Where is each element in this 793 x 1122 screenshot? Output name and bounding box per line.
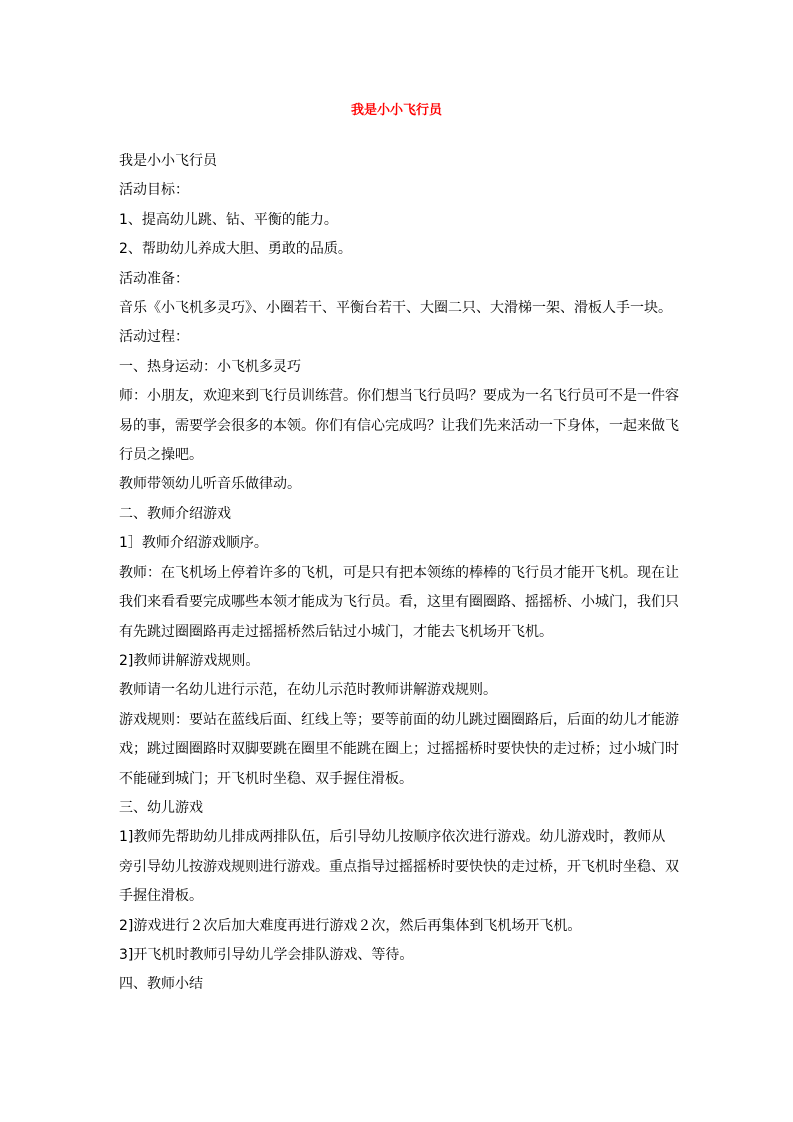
paragraph: 二、教师介绍游戏 bbox=[119, 505, 231, 522]
paragraph: 音乐《小飞机多灵巧》、小圈若干、平衡台若干、大圈二只、大滑梯一架、滑板人手一块。 bbox=[119, 300, 672, 317]
paragraph: 游戏规则：要站在蓝线后面、红线上等；要等前面的幼儿跳过圈圈路后，后面的幼儿才能游戏；跳过圈圈路时双脚要跳在圈里不能跳在圈上；过摇摇桥时要快快的走过桥；过小城门时不能碰到城门；开飞机时坐稳、双手握住滑板。 bbox=[119, 711, 679, 787]
document-title: 我是小小飞行员 bbox=[350, 103, 442, 118]
paragraph: 四、教师小结 bbox=[119, 976, 203, 993]
paragraph: 活动目标： bbox=[119, 182, 189, 199]
paragraph: 1]教师先帮助幼儿排成两排队伍，后引导幼儿按顺序依次进行游戏。幼儿游戏时，教师从旁引导幼儿按游戏规则进行游戏。重点指导过摇摇桥时要快快的走过桥，开飞机时坐稳、双手握住滑板。 bbox=[119, 829, 679, 905]
paragraph: 一、热身运动：小飞机多灵巧 bbox=[119, 358, 301, 375]
paragraph: 1、提高幼儿跳、钻、平衡的能力。 bbox=[119, 211, 338, 228]
document-body bbox=[119, 147, 679, 1000]
paragraph: 教师请一名幼儿进行示范，在幼儿示范时教师讲解游戏规则。 bbox=[119, 682, 497, 699]
paragraph: 3]开飞机时教师引导幼儿学会排队游戏、等待。 bbox=[119, 946, 414, 963]
paragraph: 活动准备： bbox=[119, 270, 189, 287]
paragraph: 教师：在飞机场上停着许多的飞机，可是只有把本领练的棒棒的飞行员才能开飞机。现在让我们来看看要完成哪些本领才能成为飞行员。看，这里有圈圈路、摇摇桥、小城门，我们只有先跳过圈圈路再走过摇摇桥然后钻过小城门，才能去飞机场开飞机。 bbox=[119, 564, 679, 640]
paragraph: 2、帮助幼儿养成大胆、勇敢的品质。 bbox=[119, 241, 352, 258]
paragraph: 2]教师讲解游戏规则。 bbox=[119, 652, 260, 669]
paragraph: 我是小小飞行员 bbox=[119, 153, 217, 169]
paragraph: 师：小朋友，欢迎来到飞行员训练营。你们想当飞行员吗？要成为一名飞行员可不是一件容易的事，需要学会很多的本领。你们有信心完成吗？让我们先来活动一下身体，一起来做飞行员之操吧。 bbox=[119, 388, 679, 464]
paragraph: 教师带领幼儿听音乐做律动。 bbox=[119, 476, 301, 493]
paragraph: 2]游戏进行２次后加大难度再进行游戏２次，然后再集体到飞机场开飞机。 bbox=[119, 917, 582, 934]
paragraph: 1］教师介绍游戏顺序。 bbox=[119, 535, 268, 552]
paragraph: 活动过程： bbox=[119, 329, 189, 346]
paragraph: 三、幼儿游戏 bbox=[119, 799, 203, 816]
